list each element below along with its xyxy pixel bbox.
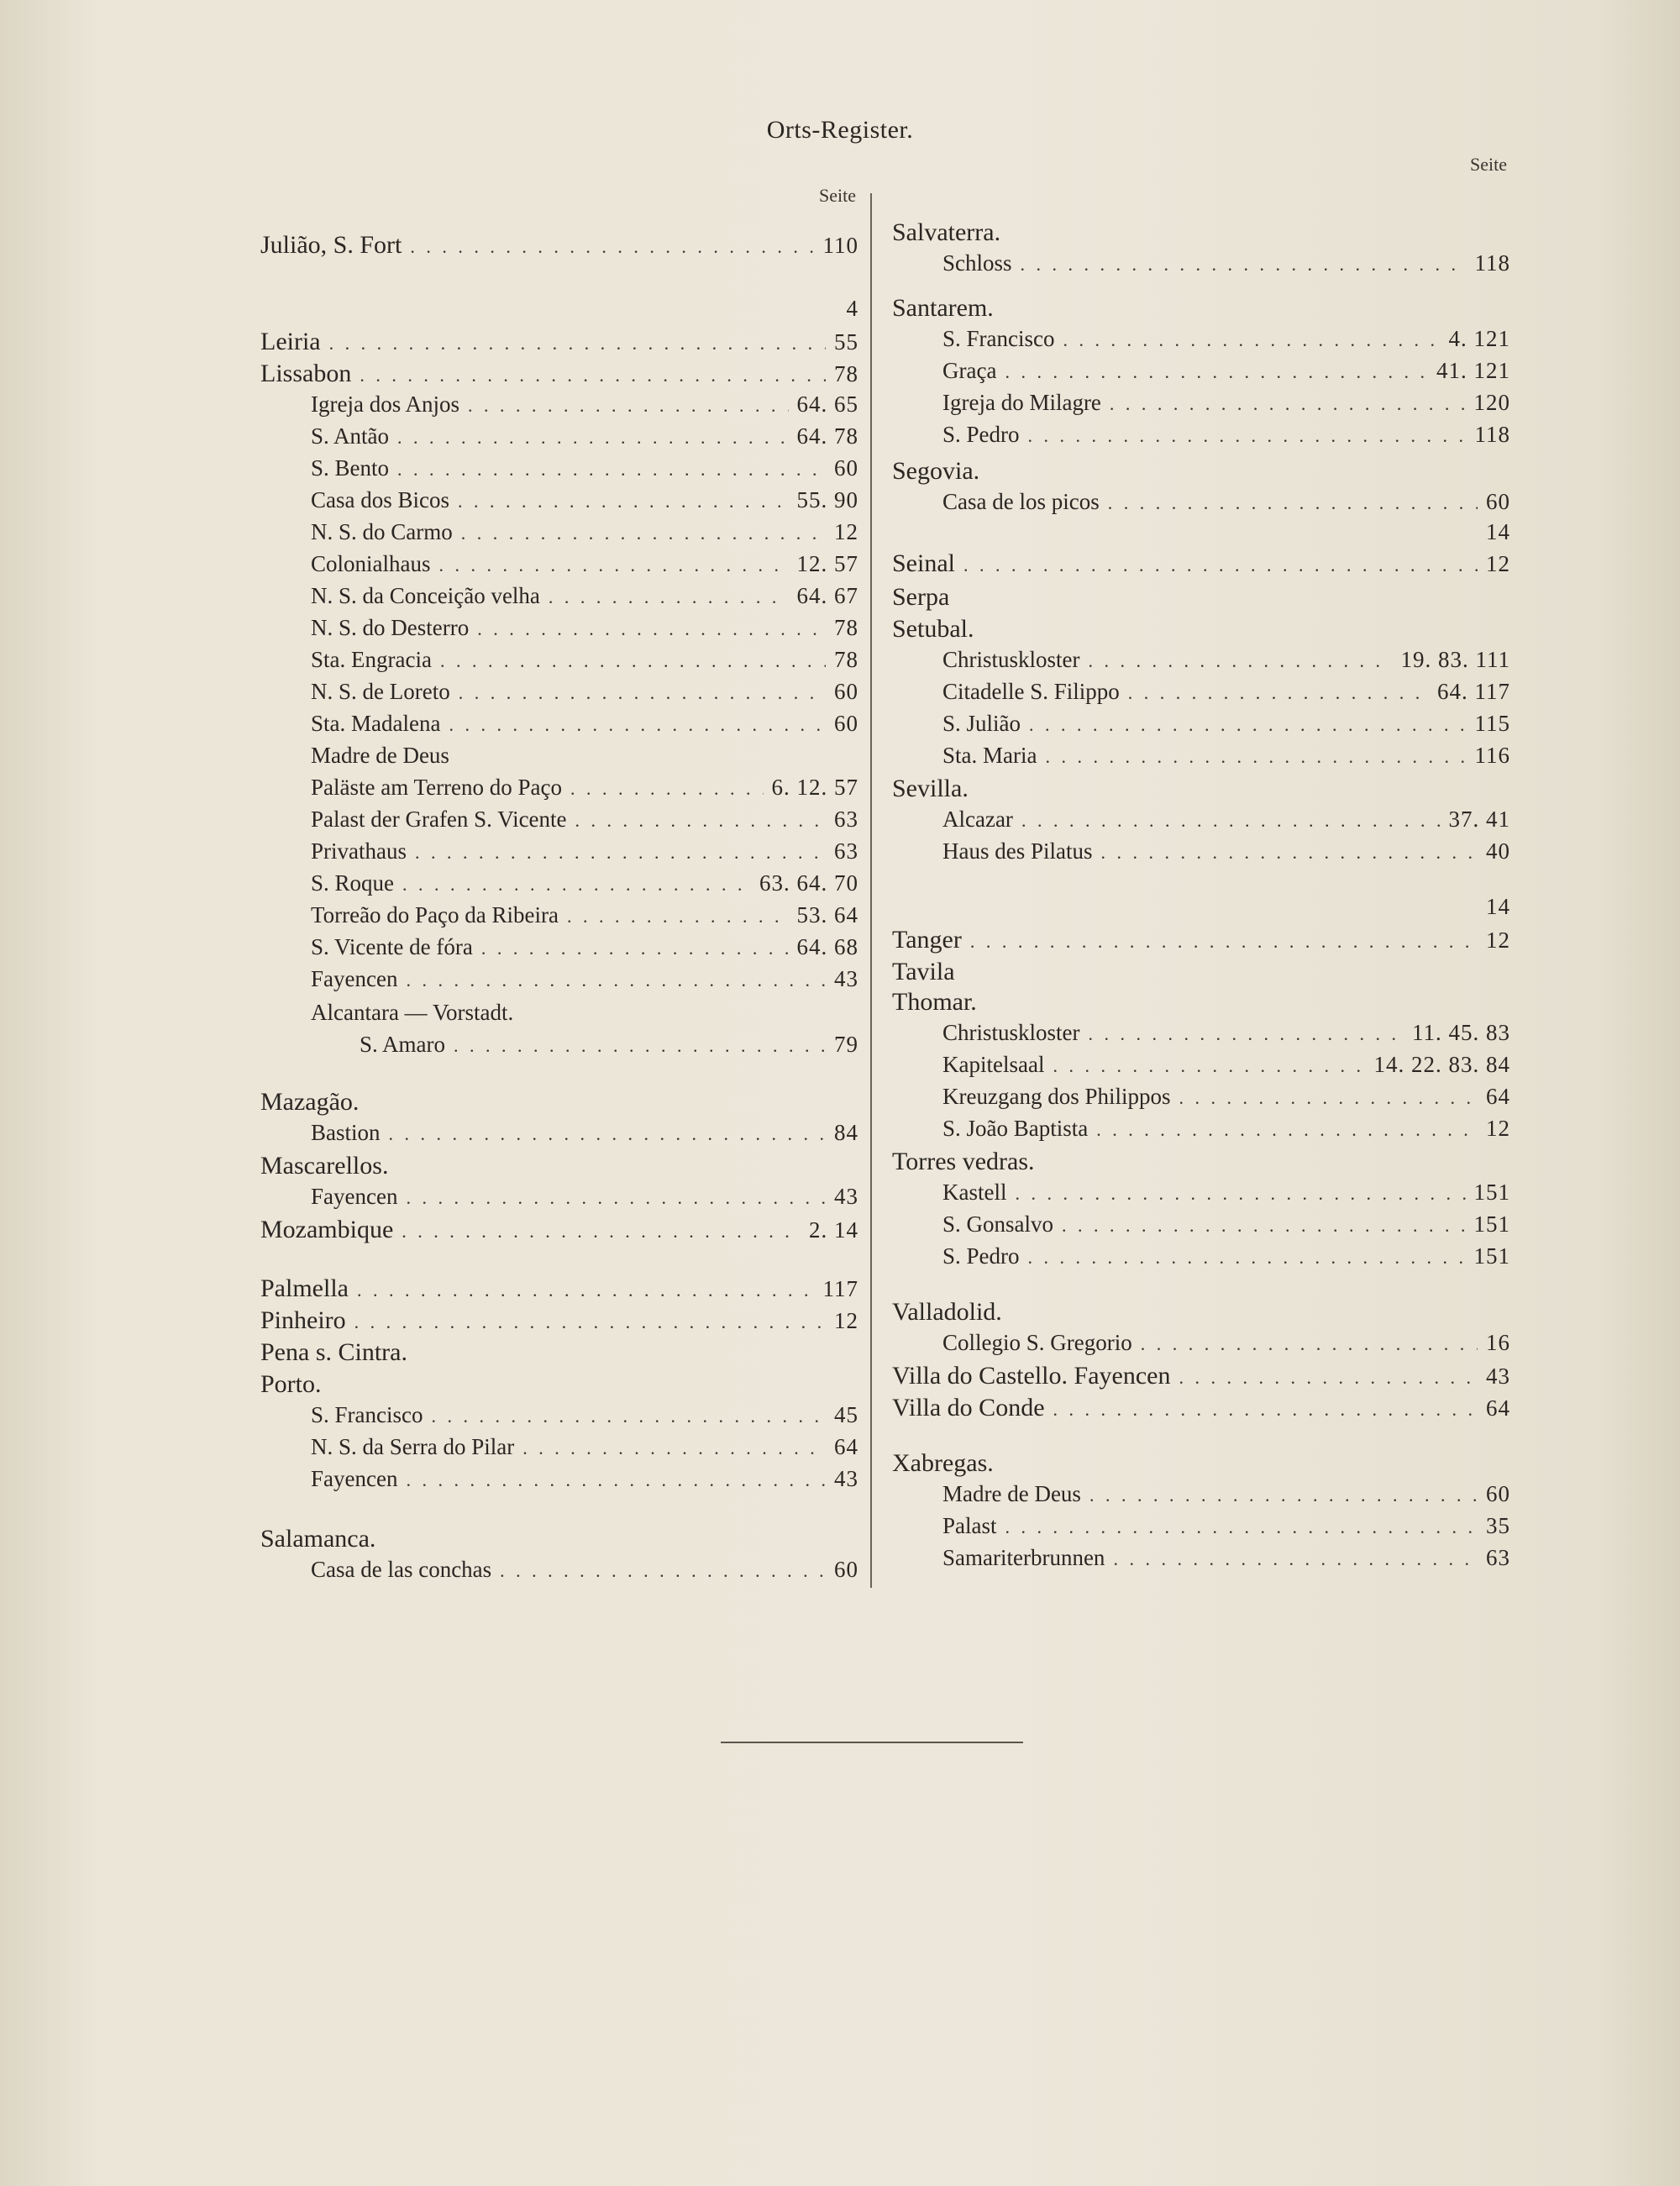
- entry-place-name: Palast: [942, 1513, 997, 1538]
- entry-place-name: S. Antão: [311, 423, 390, 449]
- right-index-entry: [892, 1180, 1510, 1213]
- left-index-entry: [260, 231, 858, 265]
- entry-page-numbers: 41. 121: [1436, 358, 1510, 383]
- entry-place-name: Villa do Conde: [892, 1394, 1045, 1421]
- entry-place-name: S. Pedro: [942, 1243, 1020, 1269]
- right-index-entry: [892, 549, 1510, 583]
- entry-page-numbers: 60: [834, 679, 858, 704]
- left-index-entry: [260, 519, 858, 553]
- entry-page-numbers: 14: [1486, 894, 1510, 919]
- dot-leader: [357, 1280, 815, 1301]
- right-index-entry: [892, 807, 1510, 840]
- entry-place-name: Igreja dos Anjos: [311, 391, 459, 417]
- entry-page-numbers: 12: [834, 1308, 858, 1333]
- dot-leader: [477, 618, 826, 640]
- right-index-entry: [892, 1084, 1510, 1117]
- right-index-entry: [892, 1052, 1510, 1085]
- entry-place-name: Casa dos Bicos: [311, 487, 449, 512]
- dot-leader: [1029, 714, 1466, 736]
- dot-leader: [963, 554, 1478, 576]
- entry-place-name: S. Gonsalvo: [942, 1211, 1054, 1237]
- entry-page-numbers: 43: [834, 1184, 858, 1209]
- entry-place-name: Tavila: [892, 958, 955, 985]
- right-index-entry: [892, 958, 1510, 991]
- entry-place-name: Mazagão.: [260, 1088, 360, 1116]
- entry-page-numbers: 45: [834, 1402, 858, 1427]
- entry-place-name: Privathaus: [311, 838, 407, 864]
- entry-place-name: Seinal: [892, 549, 955, 577]
- entry-place-name: Villa do Castello. Fayencen: [892, 1362, 1171, 1390]
- entry-page-numbers: 43: [1486, 1364, 1510, 1389]
- entry-place-name: Alcantara — Vorstadt.: [311, 1000, 514, 1025]
- left-index-entry: [260, 1306, 858, 1340]
- dot-leader: [1021, 254, 1467, 276]
- entry-place-name: Leiria: [260, 328, 321, 355]
- left-index-entry: [260, 1466, 858, 1500]
- left-index-entry: [260, 1402, 858, 1436]
- entry-place-name: Christuskloster: [942, 647, 1080, 672]
- entry-page-numbers: 84: [834, 1120, 858, 1145]
- entry-page-numbers: 60: [834, 455, 858, 481]
- entry-page-numbers: 2. 14: [809, 1217, 858, 1243]
- dot-leader: [458, 491, 789, 512]
- entry-place-name: Sta. Madalena: [311, 711, 441, 736]
- entry-place-name: Igreja do Milagre: [942, 390, 1101, 415]
- right-index-entry: [892, 1211, 1510, 1245]
- entry-page-numbers: 117: [822, 1276, 858, 1301]
- left-index-entry: [260, 1557, 858, 1590]
- dot-leader: [1015, 1183, 1465, 1205]
- right-index-entry: [892, 1513, 1510, 1547]
- left-index-entry: [260, 455, 858, 489]
- left-index-entry: [260, 1032, 858, 1065]
- right-index-entry: [892, 1330, 1510, 1364]
- left-index-entry: [260, 423, 858, 457]
- entry-page-numbers: 12: [834, 519, 858, 544]
- left-index-entry: [260, 647, 858, 680]
- dot-leader: [481, 938, 789, 959]
- dot-leader: [415, 842, 826, 864]
- entry-place-name: N. S. do Carmo: [311, 519, 453, 544]
- entry-place-name: S. Pedro: [942, 422, 1020, 447]
- dot-leader: [329, 333, 826, 355]
- dot-leader: [406, 970, 826, 991]
- seite-label-left: Seite: [819, 185, 856, 206]
- entry-place-name: N. S. do Desterro: [311, 615, 470, 640]
- left-index-entry: [260, 296, 858, 329]
- entry-page-numbers: 78: [834, 361, 858, 386]
- dot-leader: [1089, 1023, 1404, 1045]
- entry-place-name: Segovia.: [892, 457, 980, 485]
- left-index-entry: [260, 1434, 858, 1468]
- dot-leader: [406, 1469, 826, 1491]
- entry-place-name: Porto.: [260, 1370, 322, 1398]
- right-index-entry: [892, 1243, 1510, 1277]
- left-index-entry: [260, 551, 858, 585]
- dot-leader: [1128, 682, 1429, 704]
- left-index-entry: [260, 391, 858, 425]
- entry-place-name: Thomar.: [892, 988, 977, 1016]
- entry-page-numbers: 151: [1473, 1180, 1510, 1205]
- entry-page-numbers: 116: [1474, 743, 1510, 768]
- right-index-entry: [892, 1148, 1510, 1181]
- dot-leader: [549, 586, 789, 608]
- entry-page-numbers: 14. 22. 83. 84: [1373, 1052, 1510, 1077]
- entry-place-name: Collegio S. Gregorio: [942, 1330, 1132, 1355]
- dot-leader: [575, 810, 826, 832]
- dot-leader: [1045, 746, 1466, 768]
- left-index-entry: [260, 1370, 858, 1404]
- right-index-entry: [892, 218, 1510, 252]
- dot-leader: [389, 1123, 826, 1145]
- column-divider: [870, 193, 872, 1588]
- left-index-entry: [260, 360, 858, 393]
- entry-page-numbers: 63: [834, 807, 858, 832]
- entry-place-name: N. S. de Loreto: [311, 679, 450, 704]
- entry-page-numbers: 12. 57: [796, 551, 858, 576]
- dot-leader: [567, 906, 789, 927]
- right-index-entry: [892, 583, 1510, 617]
- entry-place-name: Graça: [942, 358, 997, 383]
- left-index-entry: [260, 870, 858, 904]
- left-index-entry: [260, 583, 858, 617]
- entry-page-numbers: 64. 68: [796, 934, 858, 959]
- left-index-entry: [260, 775, 858, 808]
- entry-page-numbers: 60: [1486, 1481, 1510, 1506]
- right-index-entry: [892, 679, 1510, 712]
- dot-leader: [1005, 1516, 1478, 1538]
- right-index-entry: [892, 647, 1510, 680]
- entry-place-name: Torreão do Paço da Ribeira: [311, 902, 559, 927]
- dot-leader: [970, 931, 1478, 953]
- dot-leader: [1089, 1484, 1478, 1506]
- entry-place-name: Sta. Maria: [942, 743, 1037, 768]
- right-index-entry: [892, 358, 1510, 391]
- entry-place-name: Fayencen: [311, 1184, 398, 1209]
- entry-place-name: S. Roque: [311, 870, 395, 896]
- dot-leader: [461, 523, 826, 544]
- entry-place-name: Schloss: [942, 250, 1012, 276]
- entry-place-name: S. Francisco: [311, 1402, 423, 1427]
- entry-page-numbers: 43: [834, 966, 858, 991]
- entry-place-name: Christuskloster: [942, 1020, 1080, 1045]
- dot-leader: [397, 427, 788, 449]
- dot-leader: [449, 714, 826, 736]
- entry-place-name: S. Julião: [942, 711, 1021, 736]
- entry-place-name: Casa de las conchas: [311, 1557, 492, 1582]
- entry-place-name: Tanger: [892, 926, 962, 954]
- entry-place-name: Paläste am Terreno do Paço: [311, 775, 563, 800]
- right-index-entry: [892, 422, 1510, 455]
- entry-page-numbers: 60: [834, 711, 858, 736]
- dot-leader: [459, 682, 826, 704]
- left-index-entry: [260, 1216, 858, 1249]
- entry-page-numbers: 12: [1486, 927, 1510, 953]
- left-index-entry: [260, 711, 858, 744]
- dot-leader: [431, 1406, 826, 1427]
- entry-place-name: Pena s. Cintra.: [260, 1338, 407, 1366]
- right-index-entry: [892, 1481, 1510, 1515]
- entry-place-name: Salamanca.: [260, 1525, 376, 1553]
- right-index-entry: [892, 457, 1510, 491]
- left-index-entry: [260, 1152, 858, 1185]
- left-index-entry: [260, 615, 858, 649]
- entry-place-name: Mascarellos.: [260, 1152, 389, 1180]
- entry-place-name: Kastell: [942, 1180, 1007, 1205]
- entry-page-numbers: 63: [1486, 1545, 1510, 1570]
- right-index-entry: [892, 838, 1510, 872]
- dot-leader: [1053, 1399, 1478, 1421]
- dot-leader: [1179, 1367, 1478, 1389]
- dot-leader: [500, 1560, 826, 1582]
- left-index-entry: [260, 1338, 858, 1372]
- entry-place-name: Samariterbrunnen: [942, 1545, 1105, 1570]
- entry-place-name: Kapitelsaal: [942, 1052, 1045, 1077]
- dot-leader: [1062, 1215, 1465, 1237]
- entry-page-numbers: 79: [834, 1032, 858, 1057]
- entry-page-numbers: 55. 90: [796, 487, 858, 512]
- dot-leader: [468, 395, 789, 417]
- entry-page-numbers: 64. 65: [796, 391, 858, 417]
- dot-leader: [1141, 1333, 1478, 1355]
- right-index-entry: [892, 390, 1510, 423]
- dot-leader: [1063, 329, 1440, 351]
- entry-place-name: Colonialhaus: [311, 551, 431, 576]
- left-index-entry: [260, 1184, 858, 1217]
- dot-leader: [439, 554, 789, 576]
- right-index-entry: [892, 1116, 1510, 1149]
- right-index-entry: [892, 489, 1510, 523]
- right-column: [892, 0, 1510, 2186]
- left-index-entry: [260, 902, 858, 936]
- entry-page-numbers: 60: [834, 1557, 858, 1582]
- entry-place-name: N. S. da Conceição velha: [311, 583, 540, 608]
- dot-leader: [1053, 1055, 1365, 1077]
- entry-page-numbers: 60: [1486, 489, 1510, 514]
- right-index-entry: [892, 1545, 1510, 1579]
- page-title: Orts-Register.: [766, 116, 914, 144]
- entry-page-numbers: 63: [834, 838, 858, 864]
- entry-place-name: S. Vicente de fóra: [311, 934, 473, 959]
- right-index-entry: [892, 926, 1510, 959]
- left-index-entry: [260, 1120, 858, 1153]
- right-index-entry: [892, 250, 1510, 284]
- dot-leader: [1110, 393, 1466, 415]
- entry-place-name: Mozambique: [260, 1216, 394, 1243]
- entry-place-name: Setubal.: [892, 615, 974, 643]
- entry-place-name: Sevilla.: [892, 775, 969, 802]
- entry-place-name: Xabregas.: [892, 1449, 994, 1477]
- entry-page-numbers: 78: [834, 647, 858, 672]
- entry-place-name: Salvaterra.: [892, 218, 1001, 246]
- right-index-entry: [892, 1362, 1510, 1395]
- entry-page-numbers: 53. 64: [796, 902, 858, 927]
- entry-page-numbers: 43: [834, 1466, 858, 1491]
- entry-place-name: Kreuzgang dos Philippos: [942, 1084, 1171, 1109]
- right-index-entry: [892, 1020, 1510, 1054]
- left-column: [260, 0, 858, 2186]
- dot-leader: [402, 1221, 801, 1243]
- entry-page-numbers: 14: [1486, 519, 1510, 544]
- right-index-entry: [892, 894, 1510, 927]
- entry-place-name: S. Amaro: [360, 1032, 446, 1057]
- dot-leader: [570, 778, 763, 800]
- entry-page-numbers: 12: [1486, 1116, 1510, 1141]
- entry-place-name: Alcazar: [942, 807, 1013, 832]
- left-index-entry: [260, 487, 858, 521]
- entry-place-name: Fayencen: [311, 966, 398, 991]
- left-index-entry: [260, 1000, 858, 1033]
- dot-leader: [1096, 1119, 1478, 1141]
- dot-leader: [1089, 650, 1393, 672]
- entry-place-name: Santarem.: [892, 294, 994, 322]
- entry-place-name: Palmella: [260, 1274, 349, 1302]
- entry-page-numbers: 64. 117: [1437, 679, 1510, 704]
- entry-page-numbers: 4: [846, 296, 858, 321]
- entry-page-numbers: 63. 64. 70: [759, 870, 858, 896]
- dot-leader: [1021, 810, 1441, 832]
- right-index-entry: [892, 775, 1510, 808]
- dot-leader: [360, 365, 826, 386]
- right-index-entry: [892, 294, 1510, 328]
- entry-place-name: Valladolid.: [892, 1298, 1002, 1326]
- entry-page-numbers: 115: [1474, 711, 1510, 736]
- entry-place-name: N. S. da Serra do Pilar: [311, 1434, 515, 1459]
- entry-page-numbers: 55: [834, 329, 858, 355]
- entry-place-name: Madre de Deus: [942, 1481, 1081, 1506]
- entry-page-numbers: 151: [1473, 1211, 1510, 1237]
- entry-place-name: Palast der Grafen S. Vicente: [311, 807, 567, 832]
- seite-label-right: Seite: [1470, 154, 1507, 175]
- dot-leader: [1108, 492, 1478, 514]
- left-index-entry: [260, 1525, 858, 1558]
- left-index-entry: [260, 807, 858, 840]
- entry-place-name: Julião, S. Fort: [260, 231, 402, 259]
- entry-place-name: S. João Baptista: [942, 1116, 1089, 1141]
- entry-place-name: Pinheiro: [260, 1306, 346, 1334]
- right-index-entry: [892, 615, 1510, 649]
- left-index-entry: [260, 838, 858, 872]
- right-index-entry: [892, 519, 1510, 553]
- entry-page-numbers: 64: [1486, 1084, 1510, 1109]
- entry-place-name: Serpa: [892, 583, 950, 611]
- left-index-entry: [260, 1088, 858, 1122]
- entry-page-numbers: 64: [1486, 1395, 1510, 1421]
- dot-leader: [1113, 1548, 1478, 1570]
- entry-page-numbers: 118: [1474, 422, 1510, 447]
- left-index-entry: [260, 934, 858, 968]
- right-index-entry: [892, 1449, 1510, 1483]
- entry-page-numbers: 37. 41: [1448, 807, 1510, 832]
- entry-page-numbers: 40: [1486, 838, 1510, 864]
- right-index-entry: [892, 1394, 1510, 1427]
- entry-page-numbers: 16: [1486, 1330, 1510, 1355]
- entry-place-name: S. Bento: [311, 455, 390, 481]
- entry-page-numbers: 110: [822, 233, 858, 258]
- closing-rule: [721, 1742, 1023, 1743]
- entry-page-numbers: 64. 67: [796, 583, 858, 608]
- dot-leader: [1028, 1247, 1466, 1269]
- left-index-entry: [260, 679, 858, 712]
- right-index-entry: [892, 1298, 1510, 1332]
- dot-leader: [410, 236, 814, 258]
- entry-place-name: Madre de Deus: [311, 743, 449, 768]
- entry-page-numbers: 64: [834, 1434, 858, 1459]
- dot-leader: [406, 1187, 826, 1209]
- dot-leader: [402, 874, 751, 896]
- entry-place-name: Torres vedras.: [892, 1148, 1035, 1175]
- dot-leader: [454, 1035, 826, 1057]
- dot-leader: [522, 1437, 826, 1459]
- entry-page-numbers: 35: [1486, 1513, 1510, 1538]
- entry-page-numbers: 151: [1473, 1243, 1510, 1269]
- entry-page-numbers: 11. 45. 83: [1412, 1020, 1510, 1045]
- dot-leader: [1005, 361, 1428, 383]
- entry-place-name: Haus des Pilatus: [942, 838, 1093, 864]
- dot-leader: [1028, 425, 1467, 447]
- entry-page-numbers: 64. 78: [796, 423, 858, 449]
- entry-place-name: Citadelle S. Filippo: [942, 679, 1120, 704]
- dot-leader: [354, 1311, 826, 1333]
- entry-page-numbers: 6. 12. 57: [771, 775, 858, 800]
- entry-place-name: Casa de los picos: [942, 489, 1100, 514]
- dot-leader: [1179, 1087, 1478, 1109]
- entry-page-numbers: 120: [1473, 390, 1510, 415]
- right-index-entry: [892, 711, 1510, 744]
- dot-leader: [440, 650, 826, 672]
- entry-place-name: Lissabon: [260, 360, 352, 387]
- right-index-entry: [892, 988, 1510, 1022]
- entry-place-name: Bastion: [311, 1120, 381, 1145]
- right-index-entry: [892, 326, 1510, 360]
- entry-place-name: S. Francisco: [942, 326, 1055, 351]
- entry-page-numbers: 19. 83. 111: [1400, 647, 1510, 672]
- left-index-entry: [260, 966, 858, 1000]
- left-index-entry: [260, 328, 858, 361]
- entry-page-numbers: 12: [1486, 551, 1510, 576]
- dot-leader: [397, 459, 826, 481]
- entry-place-name: Fayencen: [311, 1466, 398, 1491]
- dot-leader: [1101, 842, 1478, 864]
- entry-page-numbers: 78: [834, 615, 858, 640]
- entry-place-name: Sta. Engracia: [311, 647, 432, 672]
- left-index-entry: [260, 743, 858, 776]
- entry-page-numbers: 118: [1474, 250, 1510, 276]
- right-index-entry: [892, 743, 1510, 776]
- entry-page-numbers: 4. 121: [1448, 326, 1510, 351]
- left-index-entry: [260, 1274, 858, 1308]
